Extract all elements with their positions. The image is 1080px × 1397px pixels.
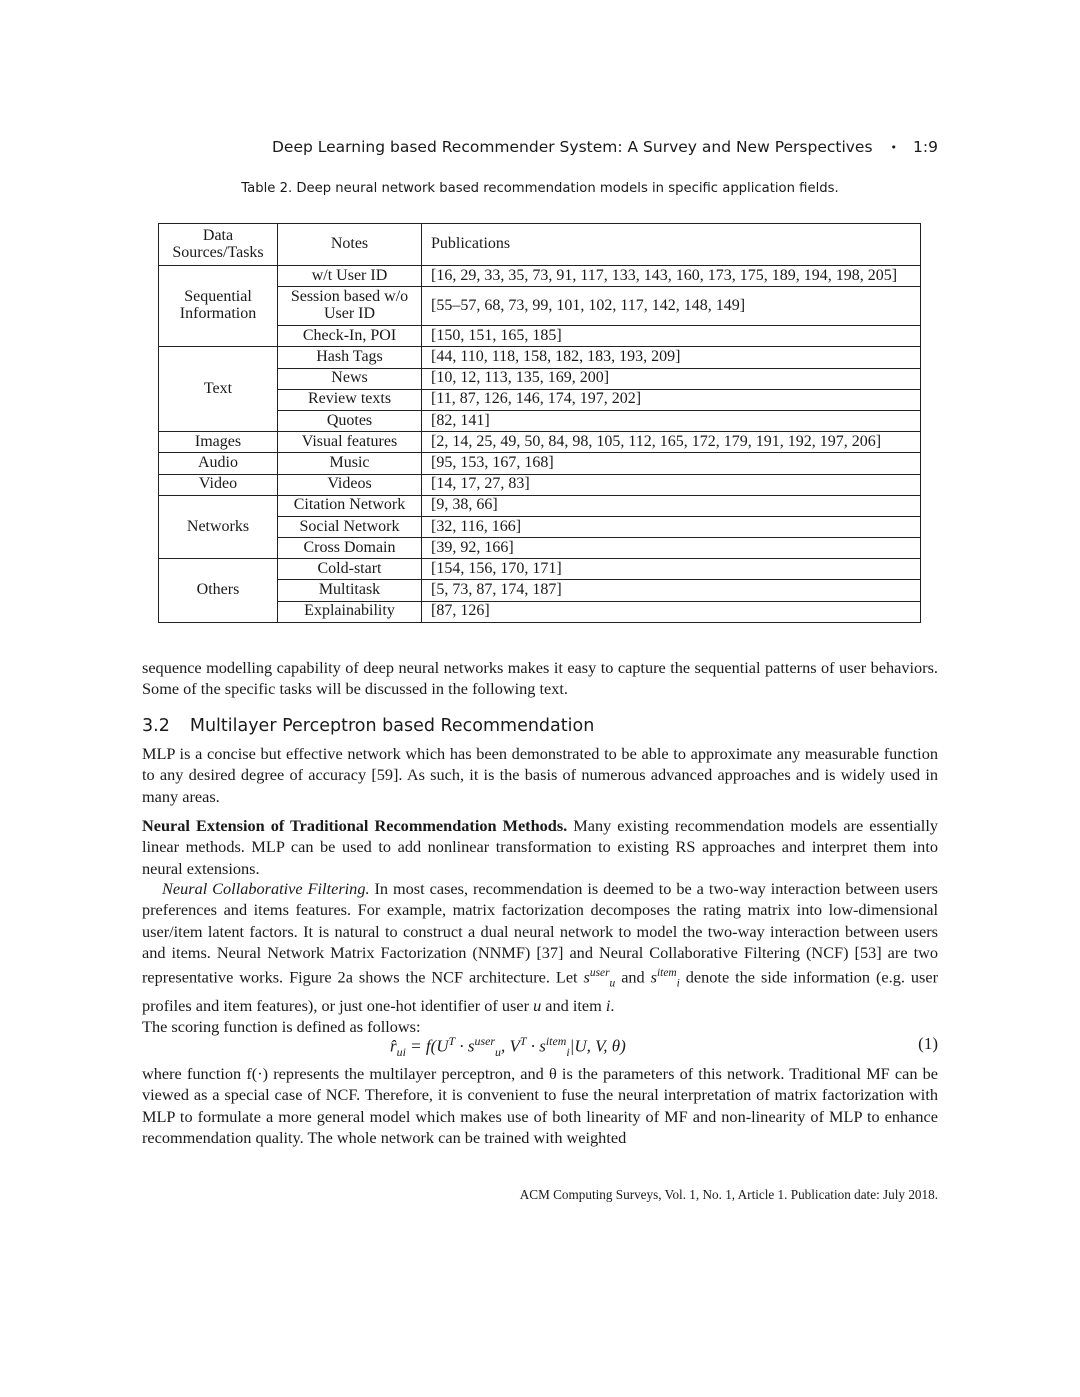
models-table bbox=[158, 223, 921, 623]
paragraph-run-in-heading: Neural Collaborative Filtering. bbox=[162, 879, 370, 898]
publications-cell: [150, 151, 165, 185] bbox=[422, 326, 921, 347]
table-row bbox=[159, 266, 921, 287]
page-number: 1:9 bbox=[913, 138, 938, 156]
equation-text: |U, V, θ) bbox=[569, 1036, 626, 1056]
publications-cell: [87, 126] bbox=[422, 601, 921, 622]
note-cell: Videos bbox=[278, 474, 422, 495]
table-row bbox=[159, 347, 921, 368]
equation-subscript: i bbox=[566, 1045, 570, 1060]
paragraph-sequence: sequence modelling capability of deep neural networks makes it easy to capture the sequential patterns of user behaviors. Some of the specific tasks will be discussed in the following text. bbox=[142, 658, 938, 699]
equation-lhs: r̂ bbox=[390, 1036, 397, 1056]
paragraph-text: and bbox=[615, 967, 651, 987]
paragraph-mf: where function f(·) represents the multilayer perceptron, and θ is the parameters of this network. Traditional MF can be viewed as a special case of NCF. Therefore, it is convenient to fuse the neural interpretation of matrix factorization with MLP to formulate a more general model which makes use of both linearity of MF and non-linearity of MLP to enhance recommendation quality. The whole network can be trained with weighted bbox=[142, 1064, 938, 1147]
note-cell: Multitask bbox=[278, 580, 422, 601]
note-cell: Quotes bbox=[278, 410, 422, 431]
note-cell: w/t User ID bbox=[278, 266, 422, 287]
running-header bbox=[272, 134, 938, 160]
note-cell: Music bbox=[278, 453, 422, 474]
symbol-s: s bbox=[583, 967, 590, 987]
note-cell: Check-In, POI bbox=[278, 326, 422, 347]
source-cell: Sequential Information bbox=[159, 266, 278, 347]
note-cell: Hash Tags bbox=[278, 347, 422, 368]
equation-1 bbox=[142, 1034, 938, 1058]
publications-cell: [5, 73, 87, 174, 187] bbox=[422, 580, 921, 601]
paragraph-text: Many existing recommendation models are essentially linear methods. MLP can be used to add nonlinear transformation to existing RS approaches and interpret them into neural extensions. bbox=[142, 816, 938, 878]
running-title: Deep Learning based Recommender System: A Survey and New Perspectives bbox=[272, 138, 873, 156]
source-cell: Others bbox=[159, 559, 278, 623]
publications-cell: [11, 87, 126, 146, 174, 197, 202] bbox=[422, 389, 921, 410]
paragraph-ncf bbox=[142, 878, 938, 1038]
col-header-sources: Data Sources/Tasks bbox=[159, 224, 278, 266]
source-cell: Audio bbox=[159, 453, 278, 474]
page-footer: ACM Computing Surveys, Vol. 1, No. 1, Article 1. Publication date: July 2018. bbox=[519, 1187, 938, 1202]
publications-cell: [44, 110, 118, 158, 182, 183, 193, 209] bbox=[422, 347, 921, 368]
table-row bbox=[159, 432, 921, 453]
table-header-row bbox=[159, 224, 921, 266]
source-cell: Text bbox=[159, 347, 278, 432]
note-cell: Cross Domain bbox=[278, 538, 422, 559]
equation-superscript: T bbox=[519, 1034, 527, 1048]
note-cell: Visual features bbox=[278, 432, 422, 453]
symbol-subscript: i bbox=[676, 977, 680, 990]
source-cell: Networks bbox=[159, 495, 278, 559]
symbol-superscript: item bbox=[657, 967, 677, 980]
publications-cell: [95, 153, 167, 168] bbox=[422, 453, 921, 474]
paragraph-text: and item bbox=[541, 996, 606, 1016]
publications-cell: [16, 29, 33, 35, 73, 91, 117, 133, 143, 160, 173, 175, 189, 194, 198, 205] bbox=[422, 266, 921, 287]
table-row bbox=[159, 495, 921, 516]
paragraph-mlp: MLP is a concise but effective network which has been demonstrated to be able to approximate any measurable function to any desired degree of accuracy [59]. As such, it is the basis of numerous advanced approaches and is widely used in many areas. bbox=[142, 744, 938, 806]
table-row bbox=[159, 453, 921, 474]
equation-text: · s bbox=[526, 1036, 546, 1056]
section-title: Multilayer Perceptron based Recommendation bbox=[189, 716, 595, 736]
section-heading bbox=[142, 716, 594, 736]
table-caption: Table 2. Deep neural network based recommendation models in specific application fields. bbox=[241, 181, 839, 196]
equation-subscript: u bbox=[495, 1045, 501, 1060]
col-header-notes: Notes bbox=[278, 224, 422, 266]
source-cell: Video bbox=[159, 474, 278, 495]
publications-cell: [2, 14, 25, 49, 50, 84, 98, 105, 112, 165, 172, 179, 191, 192, 197, 206] bbox=[422, 432, 921, 453]
note-cell: Session based w/o User ID bbox=[278, 287, 422, 326]
equation-text: · s bbox=[455, 1036, 475, 1056]
publications-cell: [10, 12, 113, 135, 169, 200] bbox=[422, 368, 921, 389]
paragraph-text: The scoring function is defined as follows: bbox=[142, 1017, 421, 1037]
note-cell: Explainability bbox=[278, 601, 422, 622]
publications-cell: [9, 38, 66] bbox=[422, 495, 921, 516]
symbol-u: u bbox=[533, 996, 542, 1016]
paragraph-text: denote the side information (e.g. user profiles and item features), or just one-hot identifier of user bbox=[142, 967, 939, 1016]
equation-superscript: T bbox=[448, 1034, 456, 1048]
publications-cell: [55–57, 68, 73, 99, 101, 102, 117, 142, 148, 149] bbox=[422, 287, 921, 326]
equation-text: = f(U bbox=[405, 1036, 449, 1056]
symbol-superscript: user bbox=[589, 967, 610, 980]
equation-superscript: user bbox=[474, 1034, 495, 1048]
col-header-publications: Publications bbox=[422, 224, 921, 266]
publications-cell: [154, 156, 170, 171] bbox=[422, 559, 921, 580]
note-cell: Citation Network bbox=[278, 495, 422, 516]
symbol-i: i bbox=[605, 996, 611, 1016]
section-number: 3.2 bbox=[142, 716, 170, 736]
table-row bbox=[159, 474, 921, 495]
paragraph-neural-extension bbox=[142, 815, 938, 879]
symbol-s: s bbox=[650, 967, 658, 987]
publications-cell: [32, 116, 166] bbox=[422, 516, 921, 537]
equation-number: (1) bbox=[918, 1034, 938, 1053]
table-row bbox=[159, 559, 921, 580]
paragraph-text: In most cases, recommendation is deemed to be a two-way interaction between users preferences and items features. For example, matrix factorization decomposes the rating matrix into low-dimensional user/item latent factors. It is natural to construct a dual neural network to model the two-way interaction between users and items. Neural Network Matrix Factorization (NNMF) [37] and Neural Collaborative Filtering (NCF) [53] are two representative works. Figure 2a shows the NCF architecture. Let bbox=[142, 879, 938, 987]
publications-cell: [14, 17, 27, 83] bbox=[422, 474, 921, 495]
equation-lhs-subscript: ui bbox=[396, 1045, 406, 1060]
equation-superscript: item bbox=[545, 1034, 567, 1048]
source-cell: Images bbox=[159, 432, 278, 453]
bullet-separator: • bbox=[890, 140, 898, 154]
equation-expression bbox=[390, 1034, 626, 1060]
note-cell: Review texts bbox=[278, 389, 422, 410]
note-cell: Social Network bbox=[278, 516, 422, 537]
equation-text: , V bbox=[500, 1036, 520, 1056]
publications-cell: [39, 92, 166] bbox=[422, 538, 921, 559]
paragraph-run-in-heading: Neural Extension of Traditional Recommendation Methods. bbox=[142, 816, 568, 835]
paragraph-text: . bbox=[610, 996, 615, 1016]
note-cell: News bbox=[278, 368, 422, 389]
note-cell: Cold-start bbox=[278, 559, 422, 580]
publications-cell: [82, 141] bbox=[422, 410, 921, 431]
symbol-subscript: u bbox=[609, 977, 616, 990]
